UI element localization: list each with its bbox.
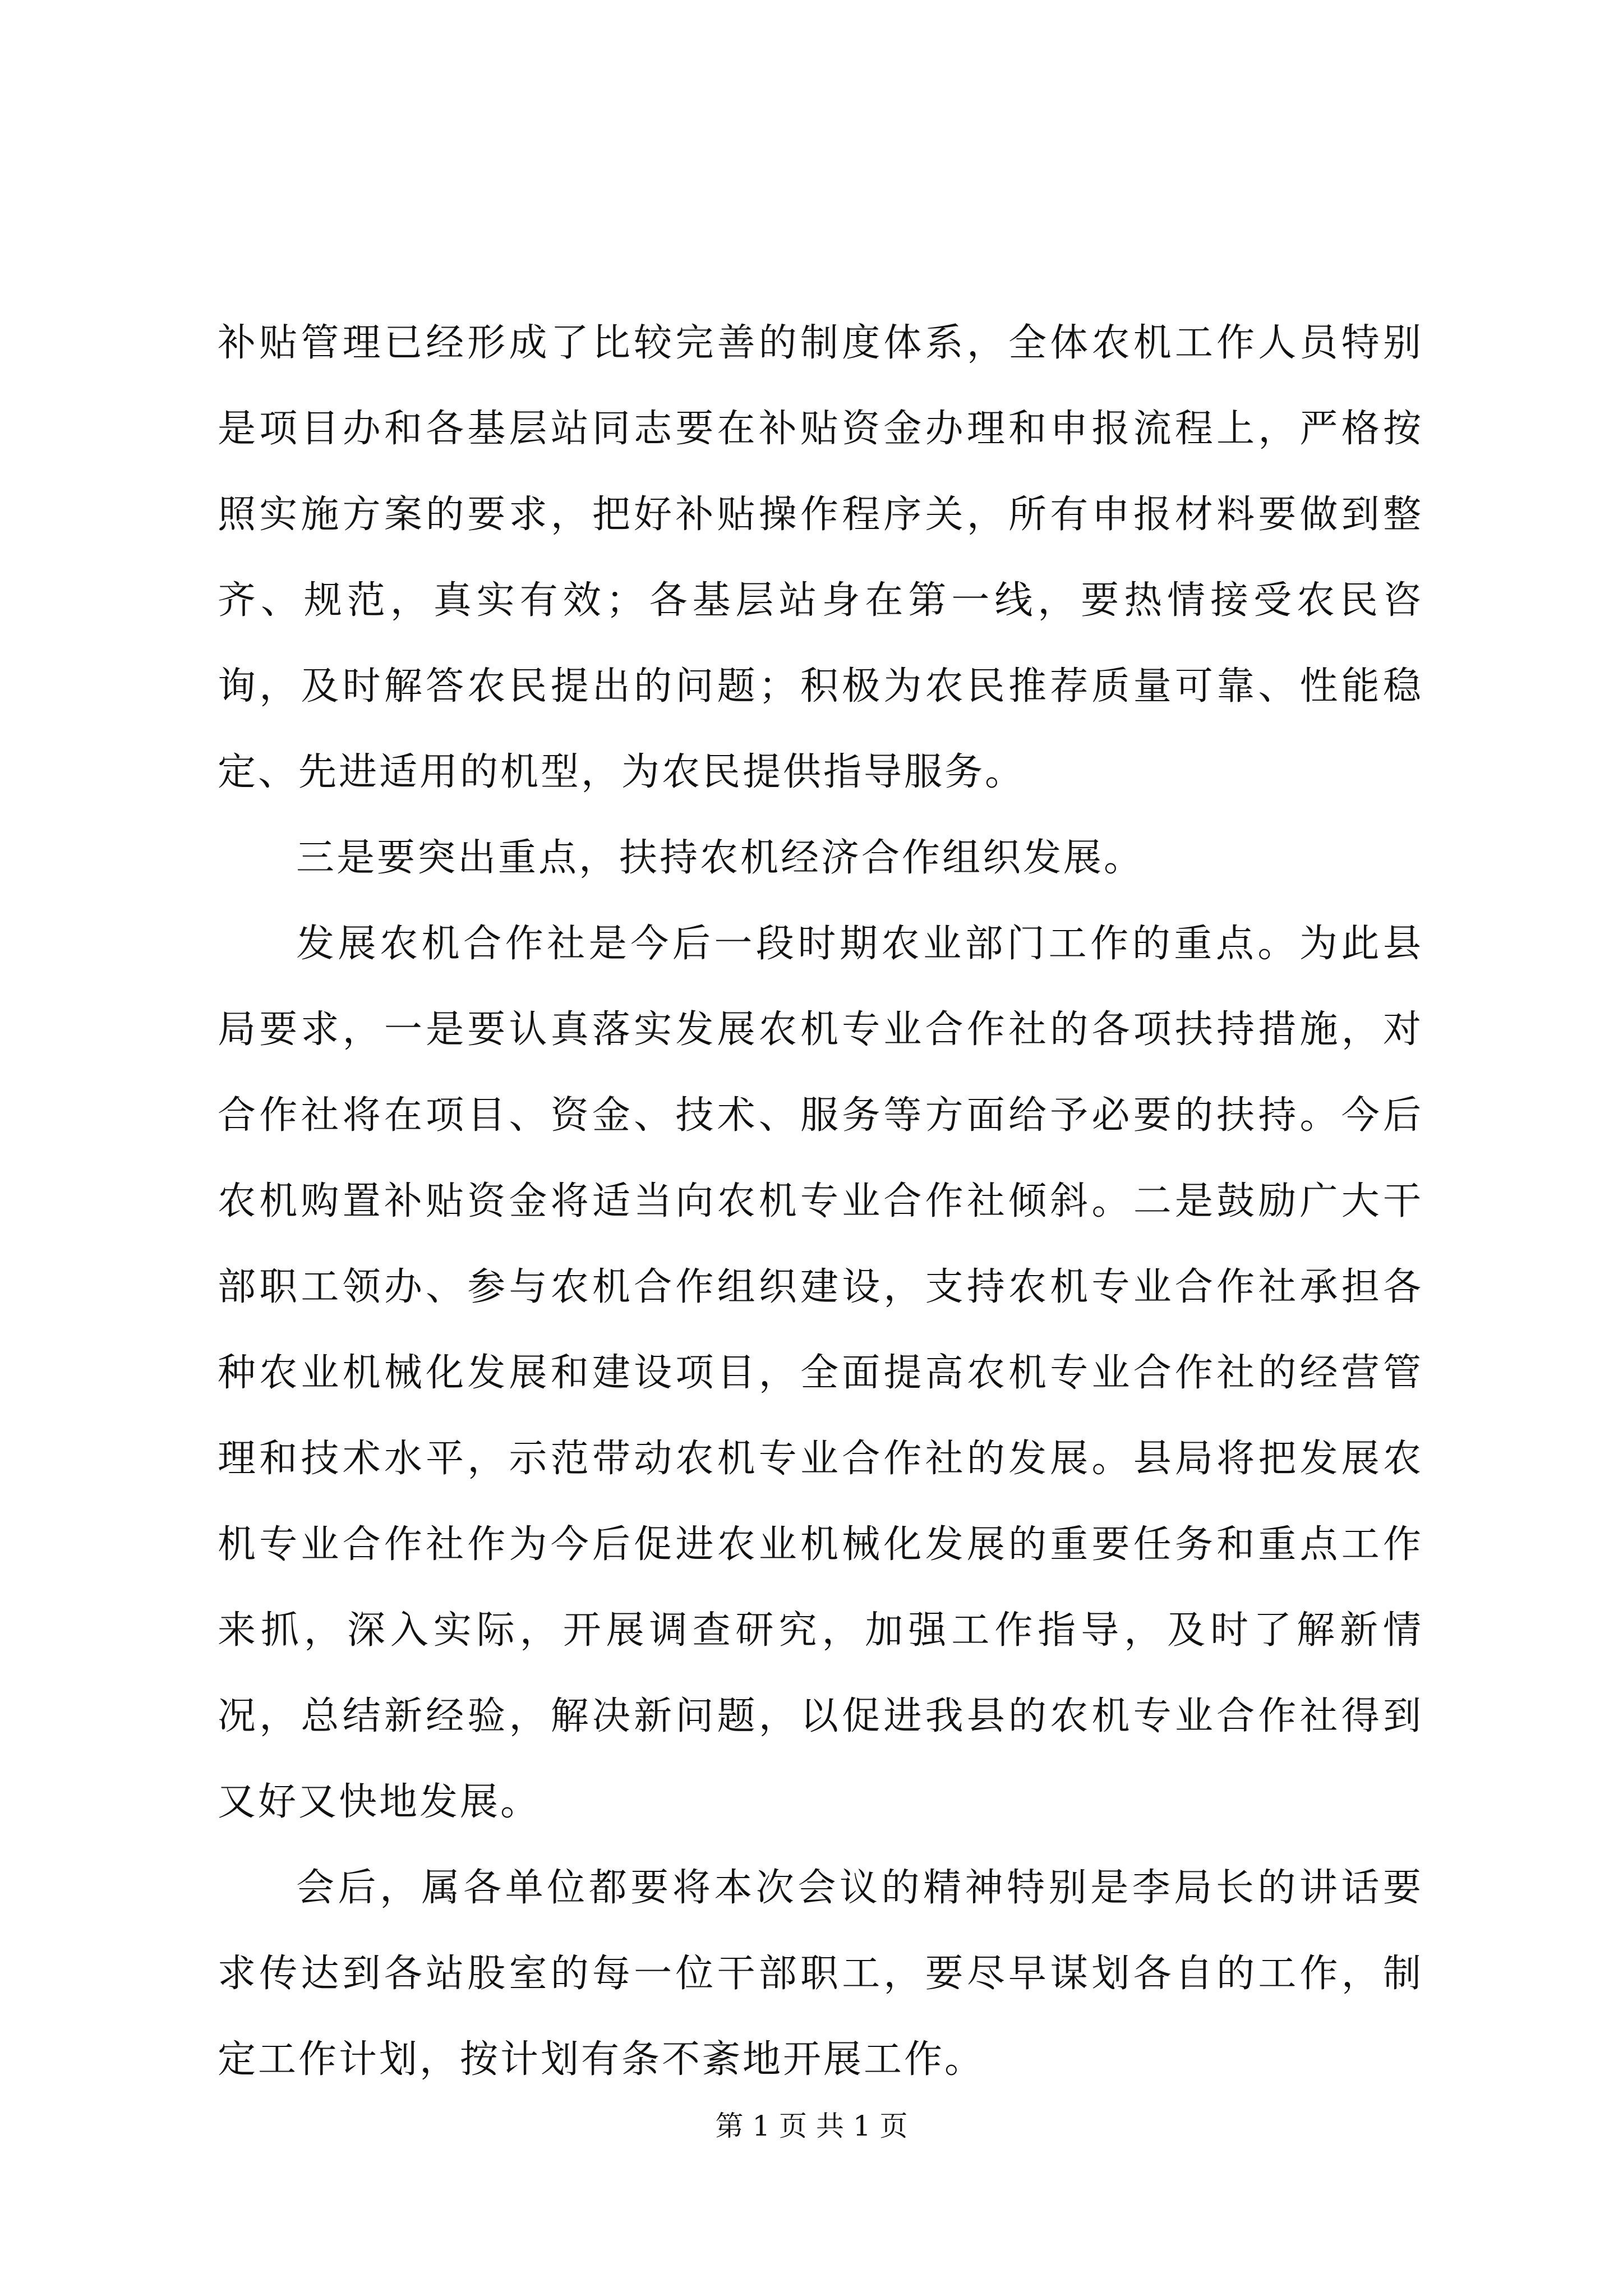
paragraph-subsidy-management: 补贴管理已经形成了比较完善的制度体系，全体农机工作人员特别是项目办和各基层站同志要在补贴资金办理和申报流程上，严格按照实施方案的要求，把好补贴操作程序关，所有申报材料要做到整齐、规范，真实有效；各基层站身在第一线，要热情接受农民咨询，及时解答农民提出的问题；积极为农民推荐质量可靠、性能稳定、先进适用的机型，为农民提供指导服务。	[218, 321, 1423, 794]
paragraph-section-heading-three: 三是要突出重点，扶持农机经济合作组织发展。	[296, 836, 1145, 880]
paragraph-cooperative-development: 发展农机合作社是今后一段时期农业部门工作的重点。为此县局要求，一是要认真落实发展农机专业合作社的各项扶持措施，对合作社将在项目、资金、技术、服务等方面给予必要的扶持。今后农机购置补贴资金将适当向农机专业合作社倾斜。二是鼓励广大干部职工领办、参与农机合作组织建设，支持农机专业合作社承担各种农业机械化发展和建设项目，全面提高农机专业合作社的经营管理和技术水平，示范带动农机专业合作社的发展。县局将把发展农机专业合作社作为今后促进农业机械化发展的重要任务和重点工作来抓，深入实际，开展调查研究，加强工作指导，及时了解新情况，总结新经验，解决新问题，以促进我县的农机专业合作社得到又好又快地发展。	[218, 922, 1423, 1824]
document-body	[218, 300, 1423, 2102]
paragraph-closing-requirements: 会后，属各单位都要将本次会议的精神特别是李局长的讲话要求传达到各站股室的每一位干部职工，要尽早谋划各自的工作，制定工作计划，按计划有条不紊地开展工作。	[218, 1866, 1423, 2082]
page-number-footer: 第 1 页 共 1 页	[715, 2110, 908, 2142]
